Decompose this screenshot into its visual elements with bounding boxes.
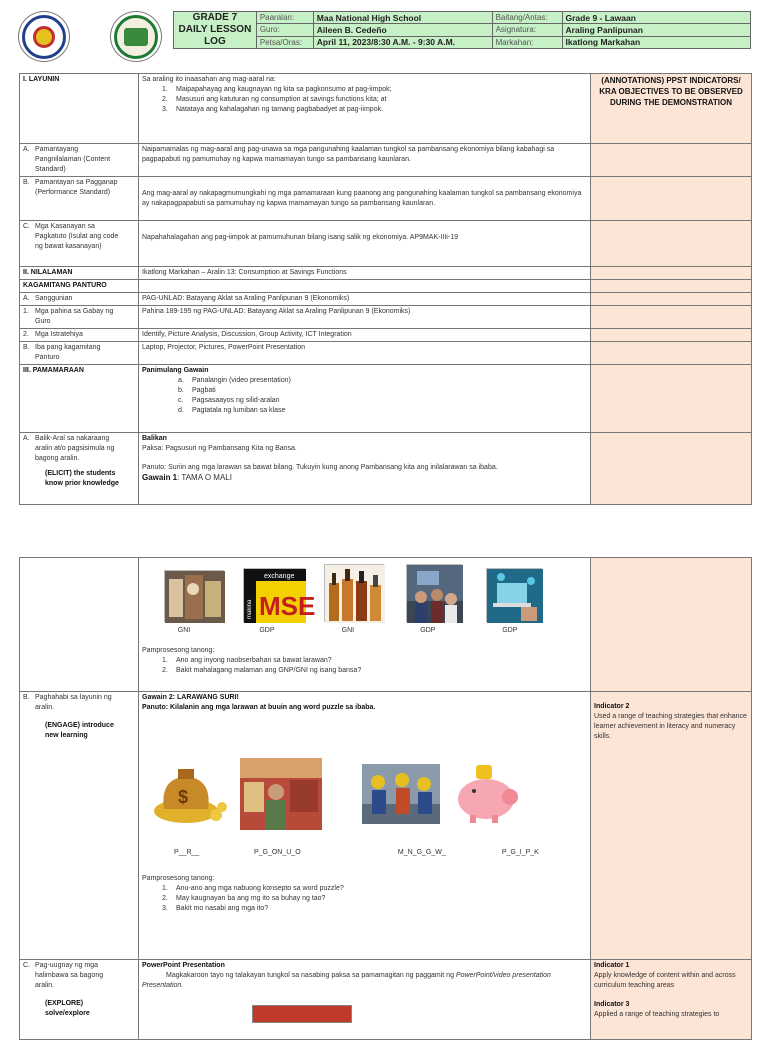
gawain1-pictures-row: exchange makina MSE GNI GDP GNI GDP GDP Pamprosesong tanong: 1. Ano ang inyong naobserbahan sa bawat larawan? 2. Bakit mahalagang malaman ang GNP/GNI ng isang bansa? xyxy=(20,558,752,692)
svg-text:makina: makina xyxy=(247,599,253,619)
quarter-value: Ikatlong Markahan xyxy=(562,36,750,48)
nilalaman-row: II. NILALAMAN Ikatlong Markahan – Aralin 13: Consumption at Savings Functions xyxy=(20,267,752,280)
svg-text:MSE: MSE xyxy=(259,591,316,621)
explore-row: C. Pag-uugnay ng mga halimbawa sa bagong aralin. (EXPLORE) solve/explore PowerPoint Presentation Magkakaroon tayo ng talakayan tungkol sa nasabing paksa sa pamamagitan ng paggamit ng PowerPoint/video presentation Presentation. Indicator 1 Apply knowledge of content within and across curriculum teaching areas Indicator 3 Applied a range of teaching strategies to xyxy=(20,960,752,1040)
performance-standard-row: B. Pamantayan sa Pagganap (Performance Standard) Ang mag-aaral ay nakapagmumungkahi ng mga pamamaraan kung paanong ang pangunahing kaalaman tungkol sa pambansang ekonomiya ay nakapagpapabuti sa pamumuhay ng kapwa mamamayan tungo sa pambansang kaunlaran. xyxy=(20,177,752,221)
market-stall-image xyxy=(164,570,224,622)
header xyxy=(18,11,751,62)
level-value: Grade 9 - Lawaan xyxy=(562,12,750,24)
market-shopping-image xyxy=(240,758,322,830)
indicator-2: Indicator 2 xyxy=(594,703,630,710)
online-shopping-image xyxy=(486,568,542,622)
lesson-table-page1 xyxy=(19,73,752,505)
engage-row: B. Paghahabi sa layunin ng aralin. (ENGAGE) introduce new learning Gawain 2: LARAWANG SURI! Panuto: Kilalanin ang mga larawan at buuin ang word puzzle sa ibaba. $ P__R__ P_G_ON_U_O M_N_G_G_W_ P_G_I_P_K Pamprosesong tanong: 1. Anu-ano ang mga nabuong konsepto sa word puzzle? 2. May kaugnayan ba ang mg ito sa buhay ng tao? 3. Bakit mo nasabi ang mga ito? Indicator 2 Used a range of teaching strategies that enhance learner achievement in literacy and numeracy skills. xyxy=(20,692,752,960)
grade-title: GRADE 7 DAILY LESSON LOG xyxy=(174,12,257,49)
svg-text:exchange: exchange xyxy=(264,573,295,580)
svg-text:$: $ xyxy=(178,787,189,807)
pahina-row: 1. Mga pahina sa Gabay ng Guro Pahina 189-195 ng PAG-UNLAD: Batayang Aklat sa Araling Panlipunan 9 (Ekonomiks) xyxy=(20,306,752,329)
sanggunian-row: A. Sanggunian PAG-UNLAD: Batayang Aklat sa Araling Panlipunan 9 (Ekonomiks) xyxy=(20,293,752,306)
pamamaraan-row: III. PAMAMARAAN Panimulang Gawain a. Panalangin (video presentation) b. Pagbati c. Pagsasaayos ng silid-aralan d. Pagtatala ng lumiban sa klase xyxy=(20,365,752,433)
annotations-header: (ANNOTATIONS) PPST INDICATORS/ KRA OBJECTIVES TO BE OBSERVED DURING THE DEMONSTRATION xyxy=(591,74,752,144)
piggy-bank-image xyxy=(446,761,524,827)
istratehiya-row: 2. Mga Istratehiya Identify, Picture Analysis, Discussion, Group Activity, ICT Integration xyxy=(20,329,752,342)
competency-row: C. Mga Kasanayan sa Pagkatuto (Isulat ang code ng bawat kasanayan) Napahahalagahan ang pag-iimpok at pamumuhunan bilang isang salik ng ekonomiya. AP9MAK-IIIi-19 xyxy=(20,221,752,267)
balik-aral-row: A. Balik-Aral sa nakaraang aralin at/o pagsisimula ng bagong aralin. (ELICIT) the students know prior knowledge Balikan Paksa: Pagsusuri ng Pambansang Kita ng Bansa. Panuto: Suriin ang mga larawan sa bawat bilang. Tukuyin kung anong Pambansang kita ang inilalarawan sa ibaba. Gawain 1: TAMA O MALI xyxy=(20,433,752,505)
stock-exchange-image xyxy=(243,568,316,622)
layunin-row: I. LAYUNIN Sa araling ito inaasahan ang mag-aaral na: 1. Maipapahayag ang kaugnayan ng kita sa pagkonsumo at pag-iimpok; 2. Masusuri ang katuturan ng consumption at savings functions kita; at 3. Natataya ang kahalagahan ng tamang pagbabadyet at pag-iimpok. (ANNOTATIONS) PPST INDICATORS/ KRA OBJECTIVES TO BE OBSERVED DURING THE DEMONSTRATION xyxy=(20,74,752,144)
iba-pang-kagamitan-row: B. Iba pang kagamitang Panturo Laptop, Projector, Pictures, PowerPoint Presentation xyxy=(20,342,752,365)
ofw-image xyxy=(406,564,462,622)
proc-questions-1: 1. Ano ang inyong naobserbahan sa bawat larawan? 2. Bakit mahalagang malaman ang GNP/GNI ng isang bansa? xyxy=(162,657,362,674)
deped-seal-logo xyxy=(18,11,70,62)
gawain1-captions: GNI GDP GNI GDP GDP xyxy=(177,627,518,634)
gawain1-pictures xyxy=(142,564,587,622)
bottles-image xyxy=(324,564,384,622)
gawain2-pictures xyxy=(142,758,587,830)
header-info-table: GRADE 7 DAILY LESSON LOG Paaralan: Maa National High School Baitang/Antas: Grade 9 - Lawaan Guro: Aileen B. Cedeño Asignatura: Araling Panlipunan Petsa/Oras: April 11, 2023/8:30 A.M. - 9:30 A.M. Markahan: Ikatlong Markahan xyxy=(173,11,751,49)
proc-questions-2: 1. Anu-ano ang mga nabuong konsepto sa word puzzle? 2. May kaugnayan ba ang mg ito sa buhay ng tao? 3. Bakit mo nasabi ang mga ito? xyxy=(162,885,344,912)
word-puzzles: P__R__ P_G_ON_U_O M_N_G_G_W_ P_G_I_P_K xyxy=(174,849,539,856)
panimulang-list: a. Panalangin (video presentation) b. Pagbati c. Pagsasaayos ng silid-aralan d. Pagtatala ng lumiban sa klase xyxy=(178,377,291,414)
kagamitan-row: KAGAMITANG PANTURO xyxy=(20,280,752,293)
subject-value: Araling Panlipunan xyxy=(562,24,750,36)
date-value: April 11, 2023/8:30 A.M. - 9:30 A.M. xyxy=(313,36,492,48)
indicator-3: Indicator 3 xyxy=(594,1001,630,1008)
workers-image xyxy=(362,764,440,824)
school-seal-logo xyxy=(110,11,162,62)
teacher-value: Aileen B. Cedeño xyxy=(313,24,492,36)
school-value: Maa National High School xyxy=(313,12,492,24)
money-bag-image xyxy=(146,759,236,829)
lesson-table-page2 xyxy=(19,557,752,1040)
indicator-1: Indicator 1 xyxy=(594,962,630,969)
presentation-image xyxy=(252,1005,352,1023)
content-standard-row: A. Pamantayang Pangnilalaman (Content Standard) Naipamamalas ng mag-aaral ang pag-unawa sa mga pangunahing kaalaman tungkol sa pambansang ekonomiya bilang kabahagi sa pagpapabuti ng pamumuhay ng kapwa mamamayan tungo sa pambansang kaunlaran. xyxy=(20,144,752,177)
objectives-list: 1. Maipapahayag ang kaugnayan ng kita sa pagkonsumo at pag-iimpok; 2. Masusuri ang katuturan ng consumption at savings functions kita; at 3. Natataya ang kahalagahan ng tamang pagbabadyet at pag-iimpok. xyxy=(162,86,392,113)
